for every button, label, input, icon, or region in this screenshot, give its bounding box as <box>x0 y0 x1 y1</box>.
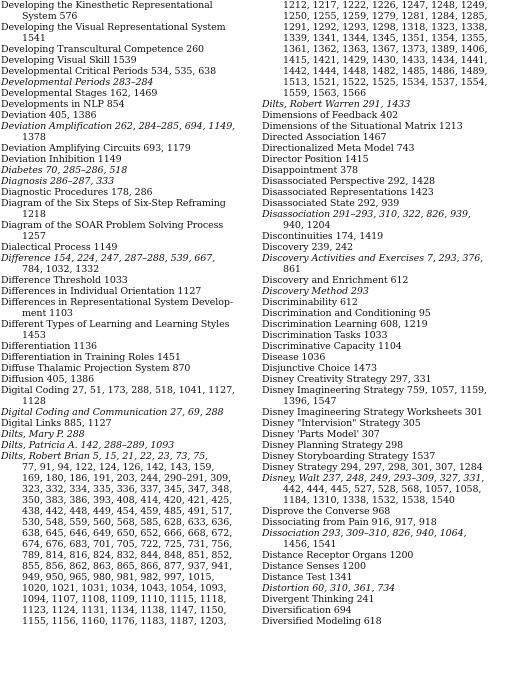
index-entry: Diagram of the SOAR Problem Solving Process <box>1 220 224 231</box>
index-entry: Differentiation in Training Roles 1451 <box>1 352 181 363</box>
index-entry: Dilts, Robert Warren 291, 1433 <box>262 99 411 110</box>
index-entry-continuation: 1378 <box>22 132 46 143</box>
index-entry: Disprove the Converse 968 <box>262 506 391 517</box>
index-entry-continuation: 1442, 1444, 1448, 1482, 1485, 1486, 1489, <box>283 66 488 77</box>
index-entry: Discriminative Capacity 1104 <box>262 341 402 352</box>
index-entry-continuation: 350, 383, 386, 393, 408, 414, 420, 421, 425, <box>22 495 233 506</box>
index-entry-continuation: ment 1103 <box>22 308 73 319</box>
index-entry: Distortion 60, 310, 361, 734 <box>262 583 396 594</box>
index-entry-continuation: 1257 <box>22 231 46 242</box>
index-entry-continuation: 1184, 1310, 1338, 1532, 1538, 1540 <box>283 495 455 506</box>
index-entry: Different Types of Learning and Learning Styles <box>1 319 230 330</box>
index-entry: Developmental Critical Periods 534, 535, 638 <box>1 66 217 77</box>
index-entry-continuation: 442, 444, 445, 527, 528, 568, 1057, 1058, <box>283 484 482 495</box>
index-entry-continuation: 1123, 1124, 1131, 1134, 1138, 1147, 1150, <box>22 605 227 616</box>
index-entry: Dimensions of the Situational Matrix 1213 <box>262 121 463 132</box>
index-entry-continuation: 1396, 1547 <box>283 396 337 407</box>
index-entry: Dialectical Process 1149 <box>1 242 118 253</box>
index-entry: Diagram of the Six Steps of Six-Step Reframing <box>1 198 226 209</box>
index-entry-continuation: 789, 814, 816, 824, 832, 844, 848, 851, 852, <box>22 550 233 561</box>
index-entry-continuation: 1559, 1563, 1566 <box>283 88 367 99</box>
index-entry: Digital Coding 27, 51, 173, 288, 518, 1041, 1127, <box>1 385 235 396</box>
index-entry: Disney, Walt 237, 248, 249, 293–309, 327, 331, <box>262 473 485 484</box>
index-entry-continuation: 323, 332, 334, 335, 336, 337, 345, 347, 348, <box>22 484 233 495</box>
index-entry: Diabetes 70, 285–286, 518 <box>1 165 128 176</box>
index-entry: Differences in Individual Orientation 1127 <box>1 286 202 297</box>
index-entry: Deviation Inhibition 1149 <box>1 154 122 165</box>
index-entry: Developing the Kinesthetic Representational <box>1 0 213 11</box>
index-entry-continuation: System 576 <box>22 11 78 22</box>
index-entry: Developing Visual Skill 1539 <box>1 55 137 66</box>
index-entry: Digital Links 885, 1127 <box>1 418 112 429</box>
index-entry: Diversified Modeling 618 <box>262 616 382 627</box>
index-entry-continuation: 1541 <box>22 33 46 44</box>
index-entry-continuation: 940, 1204 <box>283 220 331 231</box>
index-entry: Developmental Stages 162, 1469 <box>1 88 158 99</box>
index-entry-continuation: 861 <box>283 264 301 275</box>
index-entry-continuation: 1212, 1217, 1222, 1226, 1247, 1248, 1249, <box>283 0 488 11</box>
index-entry-continuation: 1339, 1341, 1344, 1345, 1351, 1354, 1355, <box>283 33 488 44</box>
index-entry: Discrimination Learning 608, 1219 <box>262 319 428 330</box>
index-entry: Disjunctive Choice 1473 <box>262 363 377 374</box>
index-entry: Disney Planning Strategy 298 <box>262 440 404 451</box>
index-entry: Developments in NLP 854 <box>1 99 125 110</box>
index-entry: Director Position 1415 <box>262 154 369 165</box>
index-entry-continuation: 855, 856, 862, 863, 865, 866, 877, 937, 941, <box>22 561 233 572</box>
index-entry: Disney Strategy 294, 297, 298, 301, 307, 1284 <box>262 462 483 473</box>
index-entry-continuation: 1415, 1421, 1429, 1430, 1433, 1434, 1441, <box>283 55 488 66</box>
index-entry: Directed Association 1467 <box>262 132 387 143</box>
index-entry: Discontinuities 174, 1419 <box>262 231 384 242</box>
index-entry: Distance Receptor Organs 1200 <box>262 550 414 561</box>
index-entry: Disease 1036 <box>262 352 326 363</box>
index-entry: Diagnostic Procedures 178, 286 <box>1 187 153 198</box>
index-entry: Dilts, Patricia A. 142, 288–289, 1093 <box>1 440 175 451</box>
index-entry: Disassociated Representations 1423 <box>262 187 434 198</box>
index-entry: Deviation Amplifying Circuits 693, 1179 <box>1 143 191 154</box>
index-entry: Developing Transcultural Competence 260 <box>1 44 204 55</box>
index-entry: Diversification 694 <box>262 605 352 616</box>
index-entry-continuation: 674, 676, 683, 701, 705, 722, 725, 731, 756, <box>22 539 233 550</box>
index-entry-continuation: 1020, 1021, 1031, 1034, 1043, 1054, 1093, <box>22 583 227 594</box>
index-entry-continuation: 638, 645, 646, 649, 650, 652, 666, 668, 672, <box>22 528 233 539</box>
index-entry-continuation: 1128 <box>22 396 46 407</box>
index-entry: Disassociated Perspective 292, 1428 <box>262 176 435 187</box>
index-entry: Distance Test 1341 <box>262 572 353 583</box>
index-entry: Disassociated State 292, 939 <box>262 198 400 209</box>
index-entry: Dilts, Robert Brian 5, 15, 21, 22, 23, 73, 75, <box>1 451 208 462</box>
index-entry: Deviation Amplification 262, 284–285, 694, 1149, <box>1 121 236 132</box>
index-entry: Digital Coding and Communication 27, 69, 288 <box>1 407 224 418</box>
index-entry: Dilts, Mary P. 288 <box>1 429 85 440</box>
index-entry: Difference 154, 224, 247, 287–288, 539, 667, <box>1 253 216 264</box>
index-entry-continuation: 1094, 1107, 1108, 1109, 1110, 1115, 1118, <box>22 594 227 605</box>
index-entry-continuation: 1218 <box>22 209 46 220</box>
index-entry-continuation: 949, 950, 965, 980, 981, 982, 997, 1015, <box>22 572 215 583</box>
index-entry-continuation: 438, 442, 448, 449, 454, 459, 485, 491, 517, <box>22 506 233 517</box>
index-entry: Dimensions of Feedback 402 <box>262 110 399 121</box>
index-entry-continuation: 1513, 1521, 1522, 1525, 1534, 1537, 1554, <box>283 77 488 88</box>
index-entry-continuation: 1250, 1255, 1259, 1279, 1281, 1284, 1285, <box>283 11 488 22</box>
index-entry: Distance Senses 1200 <box>262 561 366 572</box>
index-entry: Discovery 239, 242 <box>262 242 353 253</box>
index-entry-continuation: 1361, 1362, 1363, 1367, 1373, 1389, 1406, <box>283 44 488 55</box>
index-entry: Discrimination Tasks 1033 <box>262 330 388 341</box>
index-entry: Differences in Representational System Develop- <box>1 297 233 308</box>
index-entry: Divergent Thinking 241 <box>262 594 375 605</box>
index-entry-continuation: 530, 548, 559, 560, 568, 585, 628, 633, 636, <box>22 517 233 528</box>
index-entry: Diagnosis 286–287, 333 <box>1 176 115 187</box>
index-entry: Disney Imagineering Strategy 759, 1057, 1159, <box>262 385 487 396</box>
index-entry: Directionalized Meta Model 743 <box>262 143 415 154</box>
index-entry: Discovery Activities and Exercises 7, 293, 376, <box>262 253 484 264</box>
index-entry: Dissociating from Pain 916, 917, 918 <box>262 517 437 528</box>
index-entry: Developing the Visual Representational System <box>1 22 226 33</box>
index-entry-continuation: 169, 180, 186, 191, 203, 244, 290–291, 309, <box>22 473 231 484</box>
index-entry: Discriminability 612 <box>262 297 358 308</box>
index-entry: Disney Storyboarding Strategy 1537 <box>262 451 436 462</box>
index-entry: Disappointment 378 <box>262 165 358 176</box>
index-entry: Disney "Intervision" Strategy 305 <box>262 418 421 429</box>
index-entry: Dissociation 293, 309–310, 826, 940, 1064, <box>262 528 467 539</box>
index-entry: Developmental Periods 283–284 <box>1 77 154 88</box>
index-entry-continuation: 1456, 1541 <box>283 539 337 550</box>
index-entry: Differentiation 1136 <box>1 341 98 352</box>
index-entry: Disney Imagineering Strategy Worksheets 301 <box>262 407 483 418</box>
index-entry-continuation: 1291, 1292, 1293, 1298, 1318, 1323, 1338, <box>283 22 488 33</box>
index-entry: Discovery and Enrichment 612 <box>262 275 409 286</box>
index-entry: Discovery Method 293 <box>262 286 369 297</box>
index-entry-continuation: 784, 1032, 1332 <box>22 264 100 275</box>
index-entry: Disassociation 291–293, 310, 322, 826, 939, <box>262 209 471 220</box>
index-entry: Diffusion 405, 1386 <box>1 374 95 385</box>
index-entry: Diffuse Thalamic Projection System 870 <box>1 363 191 374</box>
index-entry-continuation: 1155, 1156, 1160, 1176, 1183, 1187, 1203, <box>22 616 227 627</box>
index-entry: Disney 'Parts Model' 307 <box>262 429 380 440</box>
index-entry-continuation: 77, 91, 94, 122, 124, 126, 142, 143, 159, <box>22 462 215 473</box>
index-entry: Deviation 405, 1386 <box>1 110 97 121</box>
index-entry: Disney Creativity Strategy 297, 331 <box>262 374 432 385</box>
index-entry-continuation: 1453 <box>22 330 46 341</box>
index-entry: Discrimination and Conditioning 95 <box>262 308 431 319</box>
index-entry: Difference Threshold 1033 <box>1 275 128 286</box>
